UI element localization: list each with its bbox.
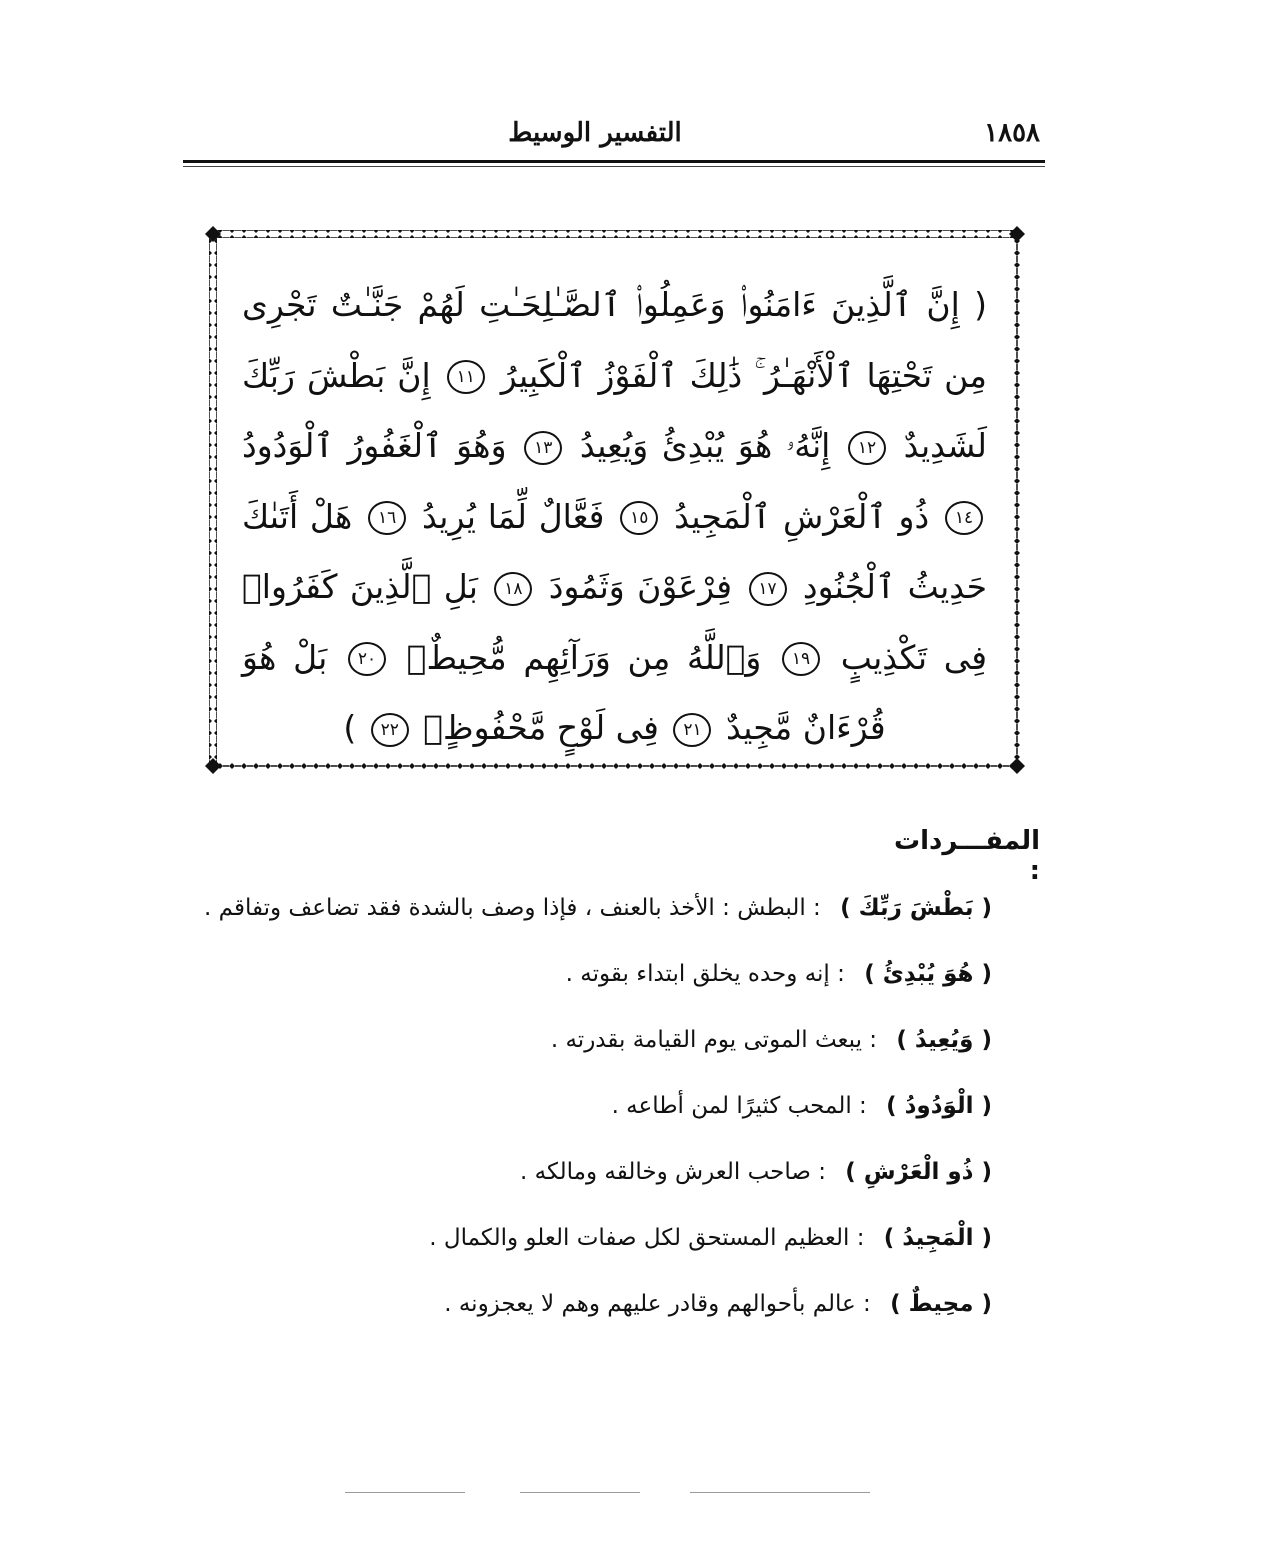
ayah-number-marker: ١٨ (494, 572, 532, 606)
ayah-number-marker: ١٩ (782, 642, 820, 676)
vocabulary-list (180, 888, 992, 1350)
vocabulary-item (180, 1218, 992, 1284)
vocabulary-term: ( هُوَ يُبْدِئُ ) (864, 961, 992, 987)
page-number: ١٨٥٨ (984, 118, 1040, 148)
header-rule (183, 160, 1045, 163)
quran-verses (242, 270, 987, 764)
vocabulary-heading: المفـــردات : (893, 826, 1040, 886)
vocabulary-term: ( وَيُعِيدُ ) (896, 1027, 992, 1053)
verse-text: بَلْ هُوَ قُرْءَانٌ مَّجِيدٌ (242, 637, 886, 747)
ayah-number-marker: ٢٢ (371, 713, 409, 747)
verse-text: وَهُوَ ٱلْغَفُورُ ٱلْوَدُودُ (242, 426, 507, 465)
vocabulary-item (180, 1086, 992, 1152)
verse-text: فِى لَوْحٍ مَّحْفُوظٍۭ (412, 708, 659, 747)
verse-text: ) (343, 708, 357, 747)
footer-line (345, 1492, 465, 1493)
ayah-number-marker: ١٥ (620, 501, 658, 535)
verse-text: فِرْعَوْنَ وَثَمُودَ (536, 567, 733, 606)
ayah-number-marker: ٢١ (673, 713, 711, 747)
ayah-number-marker: ١١ (447, 360, 485, 394)
running-title: التفسير الوسيط (508, 118, 682, 148)
ayah-number-marker: ١٧ (749, 572, 787, 606)
verse-text: ( إِنَّ ٱلَّذِينَ ءَامَنُوا۟ وَعَمِلُوا۟ ٱلصَّـٰلِحَـٰتِ لَهُمْ جَنَّـٰتٌ تَجْرِى مِن تَحْتِهَا ٱلْأَنْهَـٰرُ ۚ ذَٰلِكَ ٱلْفَوْزُ ٱلْكَبِيرُ (242, 285, 987, 395)
verse-text: بَلِ ٱلَّذِينَ كَفَرُوا۟ فِى تَكْذِيبٍ (242, 567, 987, 677)
verse-text: ذُو ٱلْعَرْشِ ٱلْمَجِيدُ (662, 496, 930, 536)
vocabulary-term: ( الْوَدُودُ ) (886, 1093, 992, 1119)
vocabulary-definition: : المحب كثيرًا لمن أطاعه . (611, 1093, 867, 1119)
vocabulary-definition: : صاحب العرش وخالقه ومالكه . (519, 1159, 826, 1185)
verse-text: فَعَّالٌ لِّمَا يُرِيدُ (410, 496, 605, 536)
vocabulary-term: ( ذُو الْعَرْشِ ) (845, 1159, 992, 1185)
vocabulary-definition: : يبعث الموتى يوم القيامة بقدرته . (550, 1027, 878, 1053)
vocabulary-term: ( محِيطٌ ) (890, 1291, 992, 1317)
vocabulary-item (180, 954, 992, 1020)
ayah-number-marker: ٢٠ (348, 642, 386, 676)
vocabulary-item (180, 888, 992, 954)
vocabulary-item (180, 1152, 992, 1218)
vocabulary-definition: : البطش : الأخذ بالعنف ، فإذا وصف بالشدة فقد تضاعف وتفاقم . (204, 895, 821, 921)
verse-text: وَٱللَّهُ مِن وَرَآئِهِم مُّحِيطٌۢ (390, 637, 762, 677)
verse-text: إِنَّهُۥ هُوَ يُبْدِئُ وَيُعِيدُ (566, 426, 831, 465)
footer-line (690, 1492, 870, 1493)
header-rule-thin (183, 166, 1045, 167)
verse-text: هَلْ أَتَىٰكَ حَدِيثُ ٱلْجُنُودِ (242, 496, 987, 606)
vocabulary-item (180, 1020, 992, 1086)
ayah-number-marker: ١٢ (848, 431, 886, 465)
footer-line (520, 1492, 640, 1493)
vocabulary-definition: : عالم بأحوالهم وقادر عليهم وهم لا يعجزونه . (444, 1291, 871, 1317)
verse-text: إِنَّ بَطْشَ رَبِّكَ لَشَدِيدٌ (242, 355, 987, 465)
ayah-number-marker: ١٣ (524, 431, 562, 465)
vocabulary-definition: : العظيم المستحق لكل صفات العلو والكمال . (429, 1225, 865, 1251)
vocabulary-definition: : إنه وحده يخلق ابتداء بقوته . (565, 961, 845, 987)
vocabulary-item (180, 1284, 992, 1350)
vocabulary-term: ( الْمَجِيدُ ) (883, 1225, 992, 1251)
vocabulary-term: ( بَطْشَ رَبِّكَ ) (840, 895, 992, 921)
ayah-number-marker: ١٤ (945, 501, 983, 535)
ayah-number-marker: ١٦ (368, 501, 406, 535)
